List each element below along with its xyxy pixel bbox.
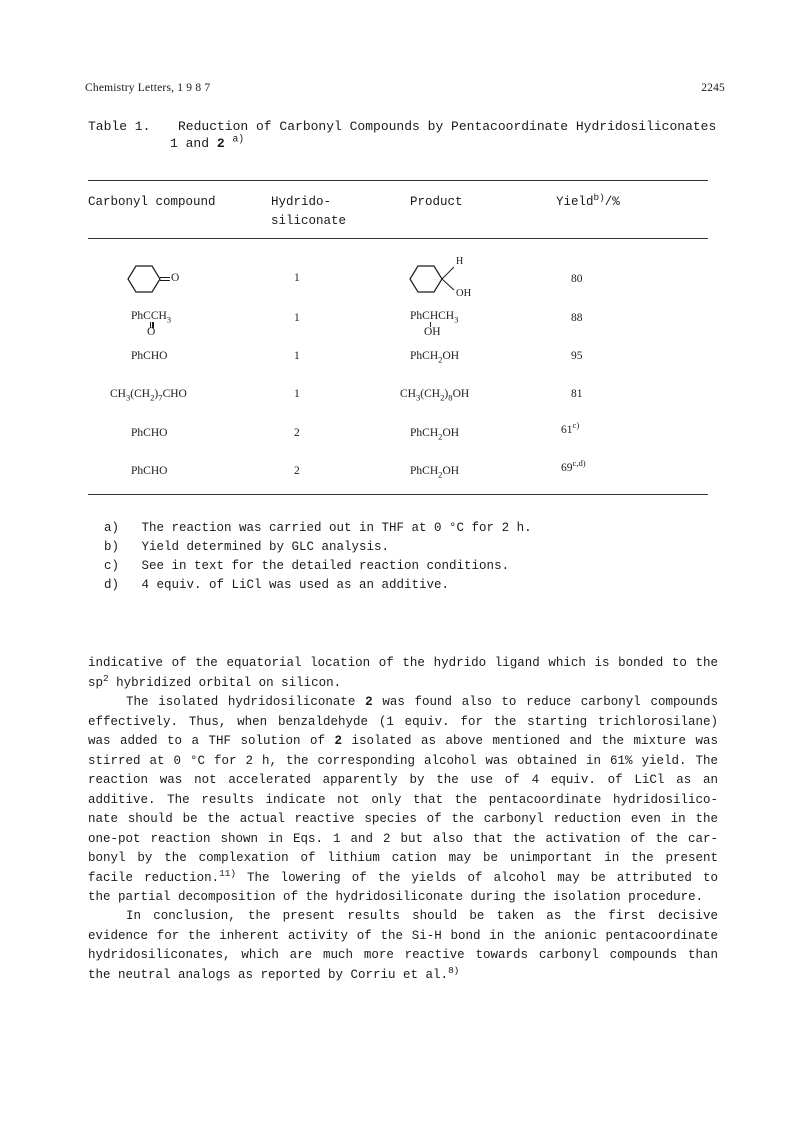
- text-line: stirred at 0 °C for 2 h, the corresponding alcohol was obtained in 61% yield. The: [88, 753, 718, 768]
- row4-product: $CH_3(CH_2)_8OH$: [400, 388, 470, 403]
- footnote-a: a) The reaction was carried out in THF at 0 °C for 2 h.: [104, 521, 532, 535]
- row6-carbonyl: PhCHO: [131, 465, 168, 477]
- header-carbonyl: Carbonyl compound: [88, 195, 216, 209]
- row3-yield: 95: [571, 350, 583, 362]
- header-hydrido-line1: Hydrido-: [271, 195, 332, 209]
- row5-carbonyl: PhCHO: [131, 427, 168, 439]
- row2-product-oh: OH: [424, 326, 441, 338]
- table-bottom-rule: [88, 494, 708, 495]
- ketone-oxygen-label: O: [171, 272, 180, 284]
- text-line: The isolated hydridosiliconate 2 was found also to reduce carbonyl compounds: [126, 695, 718, 709]
- table-caption-line2: 1 and 2 $^{a)}$: [170, 133, 245, 151]
- table-top-rule: [88, 180, 708, 181]
- row5-hydrido: 2: [294, 427, 300, 439]
- row4-carbonyl: $CH_3(CH_2)_7CHO$: [110, 388, 187, 403]
- row6-yield: 69$^{c,d)}$: [561, 458, 586, 474]
- footnote-b: b) Yield determined by GLC analysis.: [104, 540, 390, 554]
- row4-hydrido: 1: [294, 388, 300, 400]
- text-line: one-pot reaction shown in Eqs. 1 and 2 but also that the activation of the car-: [88, 831, 718, 846]
- footnote-c: c) See in text for the detailed reaction conditions.: [104, 559, 510, 573]
- row2-hydrido: 1: [294, 312, 300, 324]
- row2-product: PhCHCH$_3$: [410, 310, 459, 325]
- table-caption-line1: Reduction of Carbonyl Compounds by Pentacoordinate Hydridosiliconates: [178, 119, 717, 134]
- row1-yield: 80: [571, 273, 583, 285]
- alcohol-oh-label: OH: [456, 288, 472, 299]
- text-line: reaction was not accelerated apparently by the use of 4 equiv. of LiCl as an: [88, 773, 718, 787]
- row4-yield: 81: [571, 388, 583, 400]
- header-yield: Yield$^{b)}$/%: [556, 191, 620, 209]
- text-line: $sp^2$ hybridized orbital on silicon.: [88, 672, 342, 690]
- text-line: indicative of the equatorial location of the hydrido ligand which is bonded to the: [88, 656, 718, 670]
- text-line: facile reduction.$^{11)}$ The lowering of the yields of alcohol may be attributed to: [88, 867, 718, 885]
- text-line: the partial decomposition of the hydridosiliconate during the isolation procedure.: [88, 890, 704, 904]
- row1-hydrido: 1: [294, 272, 300, 284]
- row3-product: PhCH$_2$OH: [410, 350, 460, 365]
- text-line: was added to a THF solution of 2 isolated as above mentioned and the mixture was: [88, 734, 718, 748]
- row6-hydrido: 2: [294, 465, 300, 477]
- running-head: [85, 82, 725, 94]
- page-number: 2245: [701, 82, 725, 94]
- alcohol-h-label: H: [456, 256, 464, 267]
- row6-product: PhCH$_2$OH: [410, 465, 460, 480]
- row3-hydrido: 1: [294, 350, 300, 362]
- row2-yield: 88: [571, 312, 583, 324]
- text-line: bonyl by the complexation of lithium cation may be unimportant in the present: [88, 851, 718, 865]
- row2-carbonyl: PhCCH$_3$: [131, 310, 172, 325]
- row2-carbonyl-oxygen: O: [147, 326, 156, 338]
- header-hydrido-line2: siliconate: [271, 214, 347, 228]
- paragraph-1: [88, 654, 718, 693]
- row3-carbonyl: PhCHO: [131, 350, 168, 362]
- text-line: hydridosiliconates, which are much more reactive towards carbonyl compounds than: [88, 948, 718, 962]
- paragraph-2: [88, 693, 718, 908]
- journal-name: Chemistry Letters, 1 9 8 7: [85, 82, 211, 94]
- footnote-d: d) 4 equiv. of LiCl was used as an additive.: [104, 578, 450, 592]
- text-line: effectively. Thus, when benzaldehyde (1 equiv. for the starting trichlorosilane): [88, 714, 718, 729]
- header-product: Product: [410, 195, 463, 209]
- text-line: nate should be the actual reactive species of the carbonyl reduction even in the: [88, 812, 718, 826]
- text-line: evidence for the inherent activity of the Si-H bond in the anionic pentacoordinate: [88, 928, 718, 943]
- table-label: Table 1.: [88, 119, 151, 134]
- paragraph-3: [88, 907, 718, 985]
- text-line: the neutral analogs as reported by Corriu et al.$^{8)}$: [88, 964, 460, 982]
- table-header-rule: [88, 238, 708, 239]
- text-line: In conclusion, the present results should be taken as the first decisive: [126, 909, 718, 923]
- text-line: additive. The results indicate not only that the pentacoordinate hydridosilico-: [88, 792, 718, 807]
- row5-product: PhCH$_2$OH: [410, 427, 460, 442]
- row5-yield: 61$^{c)}$: [561, 420, 580, 436]
